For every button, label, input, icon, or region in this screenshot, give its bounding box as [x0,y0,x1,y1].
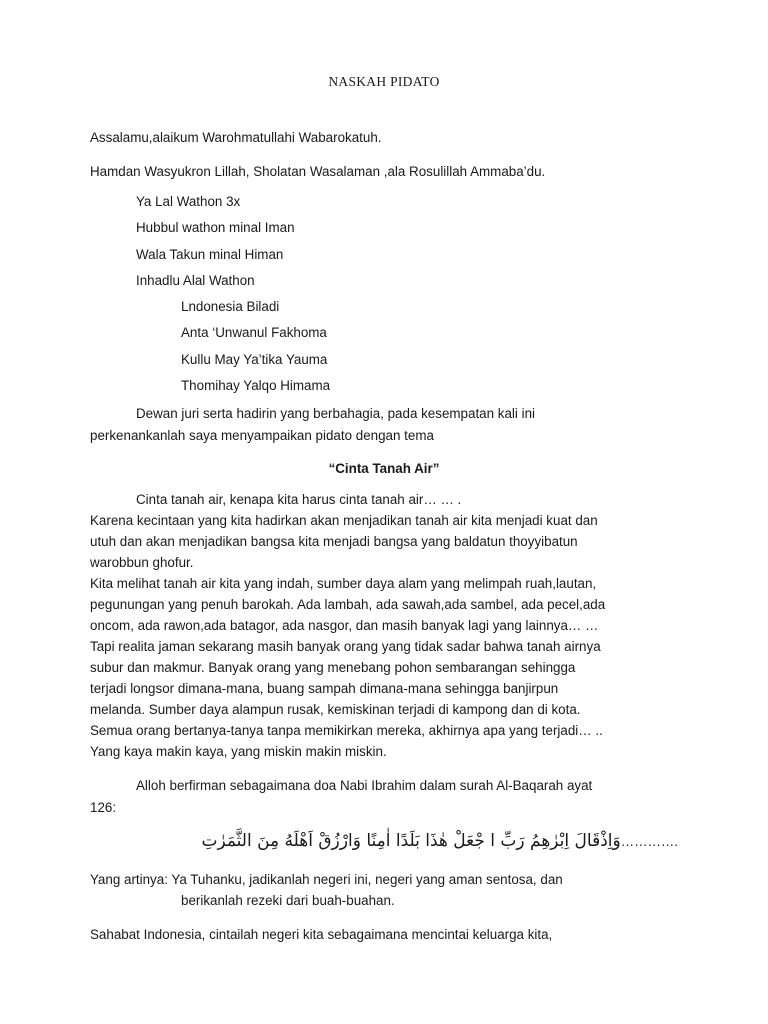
verse-intro-line: 126: [90,800,117,815]
body-line: terjadi longsor dimana-mana, buang sampah dimana-mana sehingga banjirpun [90,681,559,696]
greeting-text: Assalamu,alaikum Warohmatullahi Wabarokatuh. [90,130,382,145]
opening-text: Hamdan Wasyukron Lillah, Sholatan Wasalaman ,ala Rosulillah Ammaba’du. [90,164,546,179]
body-line: Kita melihat tanah air kita yang indah, sumber daya alam yang melimpah ruah,lautan, [90,576,597,591]
arabic-verse: وَاِذْقَالَ اِبْرٰهِمُ رَبِّ ا جْعَلْ هٰذَا بَلَدًا اٰمِنًا وَارْزُقْ اَهْلَهُ مِنَ الثَّمَرٰتِ [201,831,621,851]
song-line: Lndonesia Biladi [181,299,280,314]
arabic-ellipsis: …………. [620,834,678,849]
body-line: Yang kaya makin kaya, yang miskin makin miskin. [90,744,387,759]
song-line: Kullu May Ya’tika Yauma [181,352,328,367]
song-line: Inhadlu Alal Wathon [136,273,255,288]
body-line: utuh dan akan menjadikan bangsa kita menjadi bangsa yang baldatun thoyyibatun [90,534,578,549]
body-line: Semua orang bertanya-tanya tanpa memikirkan mereka, akhirnya apa yang terjadi… .. [90,723,603,738]
body-line: warobbun ghofur. [90,555,194,570]
body-line: Tapi realita jaman sekarang masih banyak orang yang tidak sadar bahwa tanah airnya [90,639,601,654]
translation-line: Yang artinya: Ya Tuhanku, jadikanlah negeri ini, negeri yang aman sentosa, dan [90,872,563,887]
body-line: oncom, ada rawon,ada batagor, ada nasgor, dan masih banyak lagi yang lainnya… … [90,618,599,633]
song-line: Hubbul wathon minal Iman [136,220,295,235]
song-line: Ya Lal Wathon 3x [136,194,241,209]
intro-line: Dewan juri serta hadirin yang berbahagia, pada kesempatan kali ini [136,406,535,421]
speech-theme: “Cinta Tanah Air” [328,461,440,476]
body-line: Karena kecintaan yang kita hadirkan akan menjadikan tanah air kita menjadi kuat dan [90,513,598,528]
body-line: pegunungan yang penuh barokah. Ada lambah, ada sawah,ada sambel, ada pecel,ada [90,597,606,612]
song-line: Anta ‘Unwanul Fakhoma [181,325,327,340]
body-line: melanda. Sumber daya alampun rusak, kemiskinan terjadi di kampong dan di kota. [90,702,581,717]
verse-intro-line: Alloh berfirman sebagaimana doa Nabi Ibrahim dalam surah Al-Baqarah ayat [136,778,593,793]
arabic-verse-row [201,833,678,850]
body-line: subur dan makmur. Banyak orang yang menebang pohon sembarangan sehingga [90,660,576,675]
intro-line: perkenankanlah saya menyampaikan pidato dengan tema [90,428,434,443]
song-line: Wala Takun minal Himan [136,247,284,262]
body-line: Cinta tanah air, kenapa kita harus cinta tanah air… … . [136,492,462,507]
song-line: Thomihay Yalqo Himama [181,378,331,393]
closing-text: Sahabat Indonesia, cintailah negeri kita sebagaimana mencintai keluarga kita, [90,927,553,942]
translation-line: berikanlah rezeki dari buah-buahan. [181,893,395,908]
document-title: NASKAH PIDATO [328,74,440,89]
